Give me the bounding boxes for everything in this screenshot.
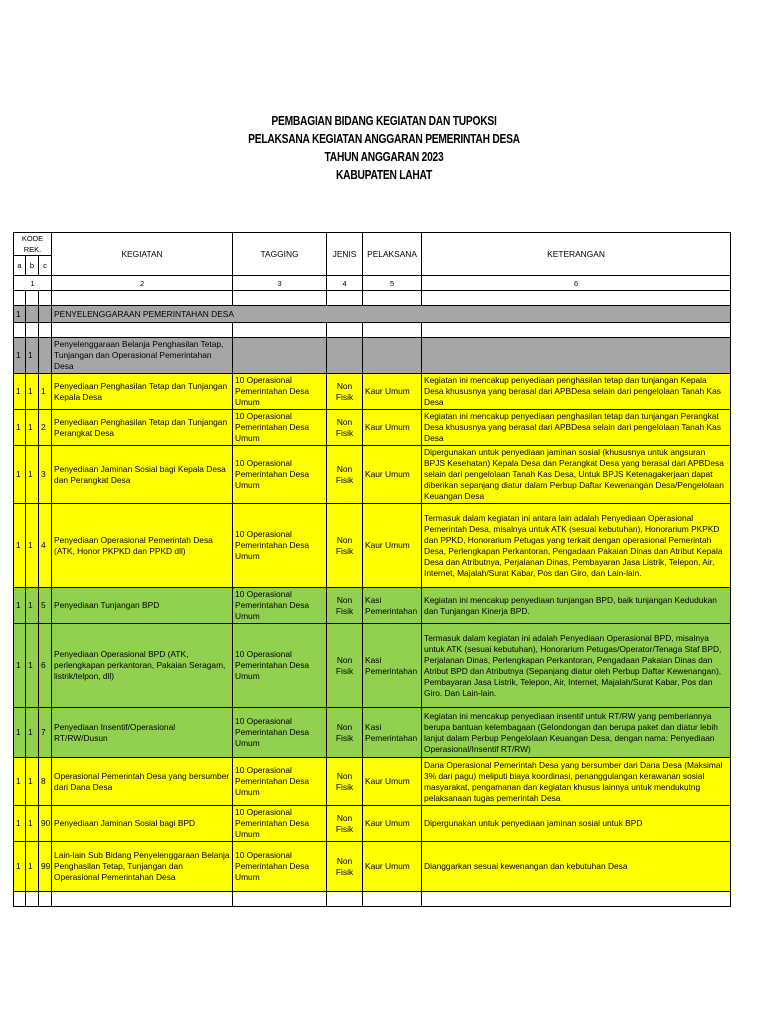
subsection-code-b: 1: [26, 338, 39, 374]
tagging-cell: 10 Operasional Pemerintahan Desa Umum: [233, 806, 327, 842]
keterangan-cell: Dana Operasional Pemerintah Desa yang bersumber dari Dana Desa (Maksimal 3% dari pagu) meliputi biaya koordinasi, penanggulangan kerawanan sosial masyarakat, pengamanan dan kegiatan khusus lainnya untuk mendukutng pelaksanaan tugas pemerintah Desa: [422, 758, 731, 806]
code-a: 1: [14, 806, 26, 842]
kegiatan-cell: Penyediaan Tunjangan BPD: [52, 588, 233, 624]
jenis-cell: Non Fisik: [327, 624, 363, 708]
subsection-row: [14, 338, 731, 374]
code-a: 1: [14, 504, 26, 588]
table-row: [14, 624, 731, 708]
code-c: 4: [39, 504, 52, 588]
table-row: [14, 504, 731, 588]
header-jenis: JENIS: [327, 233, 363, 276]
code-b: 1: [26, 446, 39, 504]
code-b: 1: [26, 708, 39, 758]
tagging-cell: 10 Operasional Pemerintahan Desa Umum: [233, 588, 327, 624]
jenis-cell: Non Fisik: [327, 504, 363, 588]
table-row: [14, 842, 731, 892]
keterangan-cell: Kegiatan ini mencakup penyediaan tunjangan BPD, baik tunjangan Kedudukan dan Tunjangan Kinerja BPD.: [422, 588, 731, 624]
code-c: 5: [39, 588, 52, 624]
column-number-3: 3: [233, 276, 327, 291]
tagging-cell: 10 Operasional Pemerintahan Desa Umum: [233, 708, 327, 758]
title-line-2: PELAKSANA KEGIATAN ANGGARAN PEMERINTAH DESA: [248, 132, 520, 146]
document-title: [0, 112, 768, 184]
pelaksana-cell: Kaur Umum: [363, 758, 422, 806]
column-number-4: 4: [327, 276, 363, 291]
header-a: a: [14, 256, 26, 276]
code-a: 1: [14, 374, 26, 410]
code-b: 1: [26, 624, 39, 708]
code-a: 1: [14, 842, 26, 892]
section-code-a: 1: [14, 306, 26, 323]
code-b: 1: [26, 374, 39, 410]
code-b: 1: [26, 504, 39, 588]
jenis-cell: Non Fisik: [327, 374, 363, 410]
code-a: 1: [14, 446, 26, 504]
code-c: 8: [39, 758, 52, 806]
jenis-cell: Non Fisik: [327, 708, 363, 758]
kegiatan-cell: Operasional Pemerintah Desa yang bersumber dari Dana Desa: [52, 758, 233, 806]
pelaksana-cell: Kasi Pemerintahan: [363, 708, 422, 758]
header-pelaksana: PELAKSANA: [363, 233, 422, 276]
header-keterangan: KETERANGAN: [422, 233, 731, 276]
pelaksana-cell: Kaur Umum: [363, 842, 422, 892]
column-number-2: 2: [52, 276, 233, 291]
tagging-cell: 10 Operasional Pemerintahan Desa Umum: [233, 446, 327, 504]
header-kegiatan: KEGIATAN: [52, 233, 233, 276]
pelaksana-cell: Kaur Umum: [363, 504, 422, 588]
column-number-1: 1: [14, 276, 52, 291]
column-number-5: 5: [363, 276, 422, 291]
table-row: [14, 588, 731, 624]
table-row: [14, 758, 731, 806]
keterangan-cell: Kegiatan ini mencakup penyediaan penghasilan tetap dan tunjangan Kepala Desa khususnya yang berasal dari APBDesa selain dari pengelolaan Tanah Kas Desa: [422, 374, 731, 410]
code-a: 1: [14, 588, 26, 624]
title-line-4: KABUPATEN LAHAT: [336, 168, 432, 182]
table-row: [14, 708, 731, 758]
code-a: 1: [14, 758, 26, 806]
jenis-cell: Non Fisik: [327, 758, 363, 806]
header-b: b: [26, 256, 39, 276]
keterangan-cell: Dianggarkan sesuai kewenangan dan kebutuhan Desa: [422, 842, 731, 892]
pelaksana-cell: Kaur Umum: [363, 446, 422, 504]
activity-table: [13, 232, 731, 907]
pelaksana-cell: Kaur Umum: [363, 806, 422, 842]
tagging-cell: 10 Operasional Pemerintahan Desa Umum: [233, 842, 327, 892]
code-c: 90: [39, 806, 52, 842]
pelaksana-cell: Kasi Pemerintahan: [363, 588, 422, 624]
header-kode-rek: KODE REK.: [14, 233, 52, 256]
jenis-cell: Non Fisik: [327, 446, 363, 504]
code-b: 1: [26, 410, 39, 446]
kegiatan-cell: Penyediaan Penghasilan Tetap dan Tunjangan Perangkat Desa: [52, 410, 233, 446]
pelaksana-cell: Kaur Umum: [363, 410, 422, 446]
code-b: 1: [26, 588, 39, 624]
jenis-cell: Non Fisik: [327, 588, 363, 624]
pelaksana-cell: Kasi Pemerintahan: [363, 624, 422, 708]
table-row: [14, 374, 731, 410]
title-line-3: TAHUN ANGGARAN 2023: [324, 150, 444, 164]
subsection-title: Penyelenggaraan Belanja Penghasilan Tetap, Tunjangan dan Operasional Pemerintahan Desa: [52, 338, 233, 374]
code-c: 6: [39, 624, 52, 708]
keterangan-cell: Dipergunakan untuk penyediaan jaminan sosial untuk BPD: [422, 806, 731, 842]
tagging-cell: 10 Operasional Pemerintahan Desa Umum: [233, 374, 327, 410]
table-row: [14, 446, 731, 504]
keterangan-cell: Kegiatan ini mencakup penyediaan insentif untuk RT/RW yang pemberiannya berupa bantuan kelembagaan (Gelondongan dan berupa paket dan diatur lebih lanjut dalam Perbup Pengelolaan Keuangan Desa, dengan nama: Penyediaan Operasional/Insentif RT/RW): [422, 708, 731, 758]
header-c: c: [39, 256, 52, 276]
table-row: [14, 806, 731, 842]
column-number-6: 6: [422, 276, 731, 291]
tagging-cell: 10 Operasional Pemerintahan Desa Umum: [233, 758, 327, 806]
header-tagging: TAGGING: [233, 233, 327, 276]
kegiatan-cell: Penyediaan Operasional Pemerintah Desa (ATK, Honor PKPKD dan PPKD dll): [52, 504, 233, 588]
code-c: 1: [39, 374, 52, 410]
code-c: 99: [39, 842, 52, 892]
code-a: 1: [14, 410, 26, 446]
tagging-cell: 10 Operasional Pemerintahan Desa Umum: [233, 624, 327, 708]
title-line-1: PEMBAGIAN BIDANG KEGIATAN DAN TUPOKSI: [271, 114, 497, 128]
pelaksana-cell: Kaur Umum: [363, 374, 422, 410]
keterangan-cell: Dipergunakan untuk penyediaan jaminan sosial (khususnya untuk angsuran BPJS Kesehatan) Kepala Desa dan Perangkat Desa yang berasal dari APBDesa selain dari pengelolaan Tanah Kas Desa, Untuk BPJS Ketenagakerjaan dapat diberikan sepanjang diatur dalam Perbup Daftar Kewenangan Desa/Pengelolaan Keuangan Desa: [422, 446, 731, 504]
code-c: 2: [39, 410, 52, 446]
keterangan-cell: Kegiatan ini mencakup penyediaan penghasilan tetap dan tunjangan Perangkat Desa khususnya yang berasal dari APBDesa selain dari pengelolaan Tanah Kas Desa: [422, 410, 731, 446]
tagging-cell: 10 Operasional Pemerintahan Desa Umum: [233, 504, 327, 588]
code-a: 1: [14, 624, 26, 708]
section-row: [14, 306, 731, 323]
jenis-cell: Non Fisik: [327, 842, 363, 892]
section-title: PENYELENGGARAAN PEMERINTAHAN DESA: [52, 306, 731, 323]
keterangan-cell: Termasuk dalam kegiatan ini antara lain adalah Penyediaan Operasional Pemerintah Desa, misalnya untuk ATK (sesuai kebutuhan), Honorarium PKPKD dan PPKD, Honorarium Petugas yang terkait dengan operasional Pemerintah Desa, Perlengkapan Perkantoran, Pengadaan Pakaian Dinas dan Atribut Kepala Desa dan Atributnya, Perjalanan Dinas, Pembayaran Jasa Listrik, Telepon, Air, Internet, Majalah/Surat Kabar, Pos dan Giro, dan Lain-lain.: [422, 504, 731, 588]
tagging-cell: 10 Operasional Pemerintahan Desa Umum: [233, 410, 327, 446]
kegiatan-cell: Penyediaan Jaminan Sosial bagi BPD: [52, 806, 233, 842]
table-row: [14, 410, 731, 446]
code-a: 1: [14, 708, 26, 758]
code-b: 1: [26, 758, 39, 806]
kegiatan-cell: Penyediaan Operasional BPD (ATK, perlengkapan perkantoran, Pakaian Seragam, listrik/telpon, dll): [52, 624, 233, 708]
kegiatan-cell: Penyediaan Penghasilan Tetap dan Tunjangan Kepala Desa: [52, 374, 233, 410]
kegiatan-cell: Lain-lain Sub Bidang Penyelenggaraan Belanja Penghasilan Tetap, Tunjangan dan Operasional Pemerintahan Desa: [52, 842, 233, 892]
keterangan-cell: Termasuk dalam kegiatan ini adalah Penyediaan Operasional BPD, misalnya untuk ATK (sesuai kebutuhan), Honorarium Petugas/Operator/Tenaga Staf BPD, Perjalanan Dinas, Perlengkapan Perkantoran, Pengadaan Pakaian Dinas dan Atribut BPD dan Atributnya (Sepanjang diatur oleh Perbup Daftar Kewenangan), Pembayaran Jasa Listrik, Telepon, Air, Internet, Majalah/Surat Kabar, Pos dan Giro. Dan Lain-lain.: [422, 624, 731, 708]
subsection-code-a: 1: [14, 338, 26, 374]
code-b: 1: [26, 806, 39, 842]
kegiatan-cell: Penyediaan Insentif/Operasional RT/RW/Dusun: [52, 708, 233, 758]
code-c: 7: [39, 708, 52, 758]
jenis-cell: Non Fisik: [327, 410, 363, 446]
code-b: 1: [26, 842, 39, 892]
code-c: 3: [39, 446, 52, 504]
jenis-cell: Non Fisik: [327, 806, 363, 842]
kegiatan-cell: Penyediaan Jaminan Sosial bagi Kepala Desa dan Perangkat Desa: [52, 446, 233, 504]
